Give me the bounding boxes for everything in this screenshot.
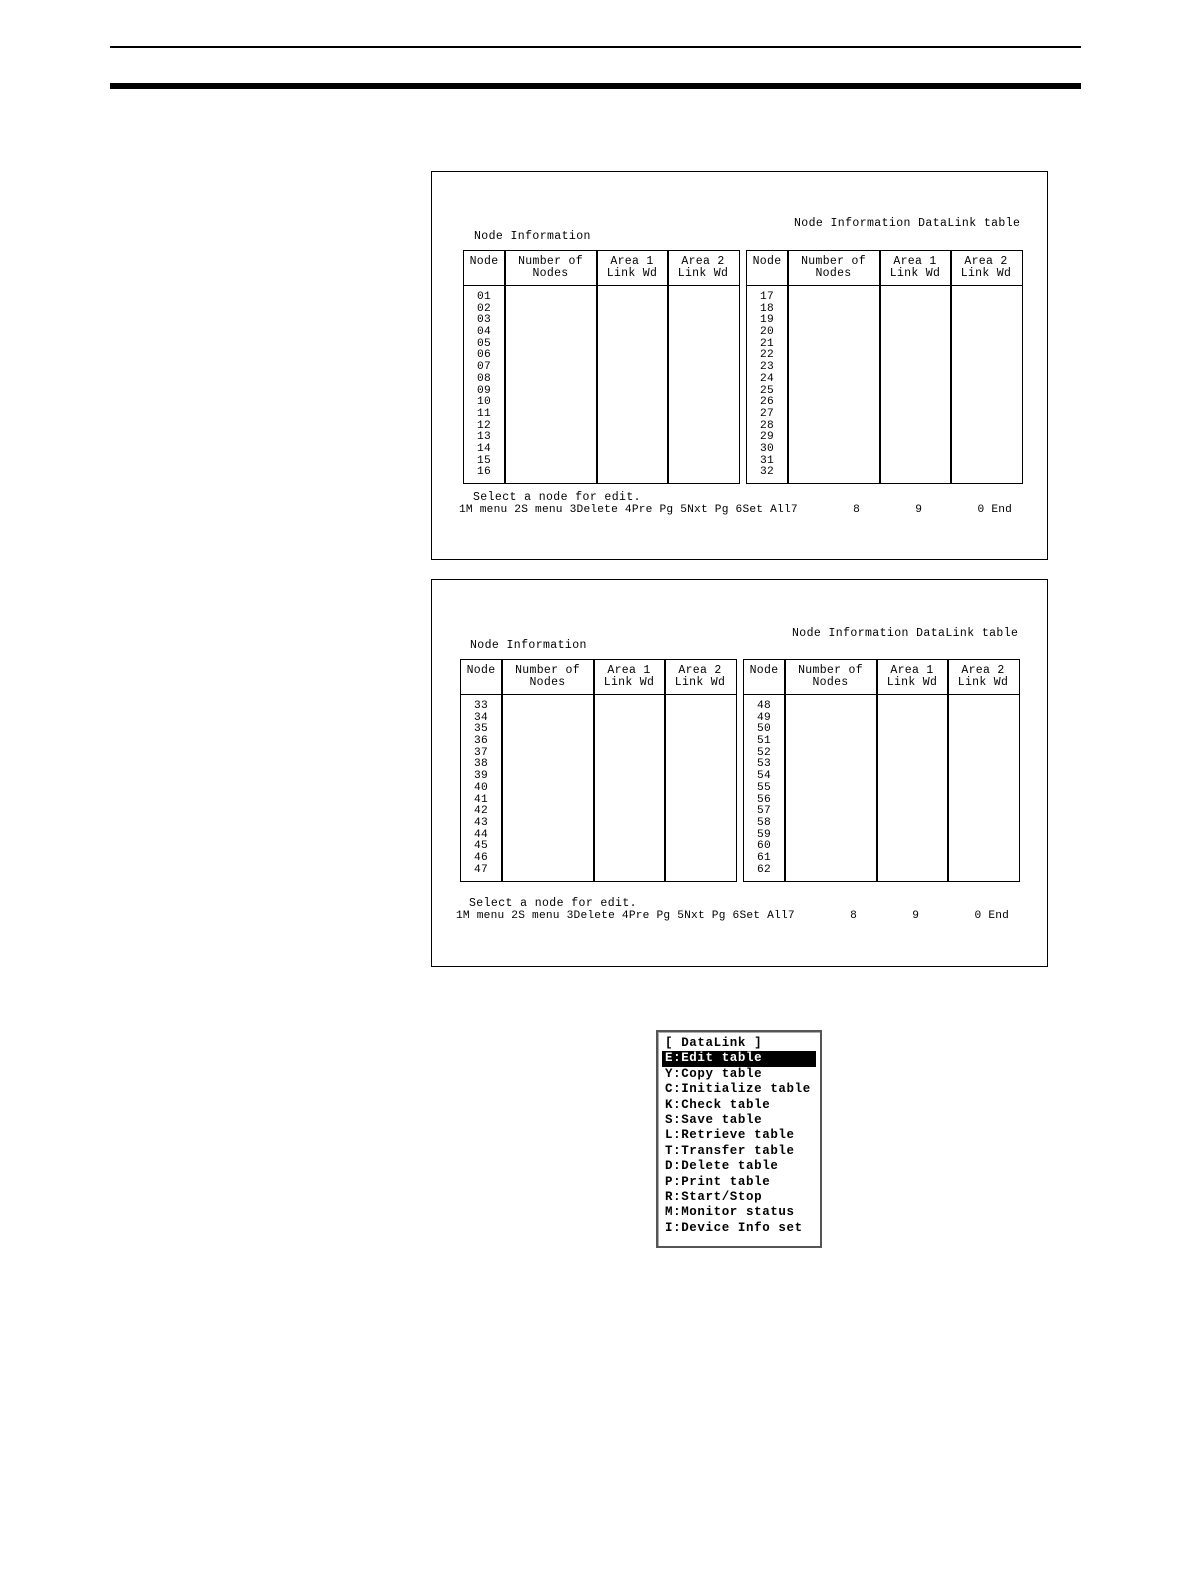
header-node: Node xyxy=(749,664,779,677)
node-row[interactable]: 41 xyxy=(473,793,489,806)
node-row[interactable]: 34 xyxy=(473,711,489,724)
node-row[interactable]: 22 xyxy=(759,349,775,362)
prompt-text: Select a node for edit. xyxy=(469,897,637,910)
menu-item-retrieve-table[interactable]: L:Retrieve table xyxy=(665,1128,795,1143)
node-row[interactable]: 46 xyxy=(473,851,489,864)
node-row[interactable]: 33 xyxy=(473,700,489,712)
node-list xyxy=(461,701,501,876)
node-row[interactable]: 30 xyxy=(759,442,775,455)
header-rule-thick xyxy=(110,83,1081,89)
node-row[interactable]: 03 xyxy=(476,314,492,327)
right-table-title: Node Information DataLink table xyxy=(794,217,1021,230)
node-row[interactable]: 21 xyxy=(759,337,775,350)
prompt-text: Select a node for edit. xyxy=(473,491,641,504)
node-row[interactable]: 54 xyxy=(756,770,772,783)
node-list xyxy=(747,292,787,479)
node-row[interactable]: 31 xyxy=(759,454,775,467)
menu-item-copy-table[interactable]: Y:Copy table xyxy=(665,1066,763,1081)
node-row[interactable]: 06 xyxy=(476,349,492,362)
node-row[interactable]: 20 xyxy=(759,326,775,339)
node-row[interactable]: 23 xyxy=(759,361,775,374)
node-row[interactable]: 24 xyxy=(759,372,775,385)
function-key-bar[interactable]: 1M menu 2S menu 3Delete 4Pre Pg 5Nxt Pg 6Set All7 8 9 0 End xyxy=(456,910,1010,922)
node-row[interactable]: 45 xyxy=(473,840,489,853)
header-node: Node xyxy=(469,255,499,268)
header-area2: Area 2 Link Wd xyxy=(960,255,1012,280)
menu-item-save-table[interactable]: S:Save table xyxy=(665,1113,763,1127)
node-table-left xyxy=(463,250,740,484)
node-list xyxy=(744,701,784,876)
node-row[interactable]: 61 xyxy=(756,851,772,864)
node-row[interactable]: 50 xyxy=(756,723,772,736)
node-row[interactable]: 05 xyxy=(476,337,492,350)
node-row[interactable]: 47 xyxy=(473,863,489,876)
header-node: Node xyxy=(466,664,496,677)
node-table-right xyxy=(746,250,1023,484)
header-node: Node xyxy=(752,255,782,268)
node-row[interactable]: 60 xyxy=(756,840,772,853)
header-area1: Area 1 Link Wd xyxy=(603,664,655,689)
node-table-left xyxy=(460,659,737,882)
node-row[interactable]: 13 xyxy=(476,431,492,444)
node-row[interactable]: 55 xyxy=(756,781,772,794)
node-row[interactable]: 39 xyxy=(473,770,489,783)
node-row[interactable]: 07 xyxy=(476,361,492,374)
header-rule-thin xyxy=(110,46,1081,48)
node-row[interactable]: 26 xyxy=(759,396,775,409)
node-row[interactable]: 49 xyxy=(756,711,772,724)
node-row[interactable]: 10 xyxy=(476,396,492,409)
node-table-right xyxy=(743,659,1020,882)
menu-item-initialize-table[interactable]: C:Initialize table xyxy=(665,1082,811,1097)
header-area1: Area 1 Link Wd xyxy=(606,255,658,280)
node-row[interactable]: 32 xyxy=(759,466,775,479)
menu-item-delete-table[interactable]: D:Delete table xyxy=(665,1159,779,1174)
node-row[interactable]: 53 xyxy=(756,758,772,771)
node-row[interactable]: 59 xyxy=(756,828,772,841)
node-row[interactable]: 58 xyxy=(756,816,772,829)
datalink-screen-page-1 xyxy=(431,171,1048,560)
menu-item-monitor-status[interactable]: M:Monitor status xyxy=(665,1205,795,1220)
function-key-bar[interactable]: 1M menu 2S menu 3Delete 4Pre Pg 5Nxt Pg 6Set All7 8 9 0 End xyxy=(459,504,1013,516)
left-table-title: Node Information xyxy=(470,639,587,652)
datalink-menu xyxy=(656,1030,822,1248)
header-area1: Area 1 Link Wd xyxy=(886,664,938,689)
node-row[interactable]: 38 xyxy=(473,758,489,771)
node-row[interactable]: 56 xyxy=(756,793,772,806)
node-row[interactable]: 08 xyxy=(476,372,492,385)
header-area2: Area 2 Link Wd xyxy=(957,664,1009,689)
menu-item-edit-table[interactable]: E:Edit table xyxy=(662,1051,816,1066)
menu-item-device-info-set[interactable]: I:Device Info set xyxy=(665,1220,803,1235)
node-row[interactable]: 42 xyxy=(473,805,489,818)
node-row[interactable]: 14 xyxy=(476,442,492,455)
node-row[interactable]: 36 xyxy=(473,735,489,748)
node-row[interactable]: 17 xyxy=(759,291,775,303)
node-row[interactable]: 16 xyxy=(476,466,492,479)
node-row[interactable]: 37 xyxy=(473,746,489,759)
menu-item-print-table[interactable]: P:Print table xyxy=(665,1174,771,1189)
node-row[interactable]: 48 xyxy=(756,700,772,712)
node-row[interactable]: 04 xyxy=(476,326,492,339)
node-row[interactable]: 28 xyxy=(759,419,775,432)
node-row[interactable]: 40 xyxy=(473,781,489,794)
node-row[interactable]: 11 xyxy=(476,407,492,420)
datalink-screen-page-2 xyxy=(431,579,1048,967)
node-row[interactable]: 02 xyxy=(476,302,492,315)
node-row[interactable]: 25 xyxy=(759,384,775,397)
node-row[interactable]: 18 xyxy=(759,302,775,315)
menu-item-check-table[interactable]: K:Check table xyxy=(665,1097,771,1112)
header-number-of-nodes: Number of Nodes xyxy=(798,664,863,689)
menu-item-start-stop[interactable]: R:Start/Stop xyxy=(665,1190,763,1204)
node-row[interactable]: 12 xyxy=(476,419,492,432)
left-table-title: Node Information xyxy=(474,230,591,243)
node-row[interactable]: 29 xyxy=(759,431,775,444)
node-row[interactable]: 62 xyxy=(756,863,772,876)
header-area2: Area 2 Link Wd xyxy=(674,664,726,689)
node-row[interactable]: 09 xyxy=(476,384,492,397)
node-list xyxy=(464,292,504,479)
node-row[interactable]: 43 xyxy=(473,816,489,829)
menu-title: [ DataLink ] xyxy=(665,1036,763,1050)
node-row[interactable]: 57 xyxy=(756,805,772,818)
menu-item-transfer-table[interactable]: T:Transfer table xyxy=(665,1143,795,1158)
node-row[interactable]: 52 xyxy=(756,746,772,759)
header-number-of-nodes: Number of Nodes xyxy=(515,664,580,689)
node-row[interactable]: 01 xyxy=(476,291,492,303)
node-row[interactable]: 27 xyxy=(759,407,775,420)
header-area1: Area 1 Link Wd xyxy=(889,255,941,280)
header-area2: Area 2 Link Wd xyxy=(677,255,729,280)
node-row[interactable]: 19 xyxy=(759,314,775,327)
node-row[interactable]: 35 xyxy=(473,723,489,736)
header-number-of-nodes: Number of Nodes xyxy=(518,255,583,280)
header-number-of-nodes: Number of Nodes xyxy=(801,255,866,280)
node-row[interactable]: 51 xyxy=(756,735,772,748)
node-row[interactable]: 44 xyxy=(473,828,489,841)
right-table-title: Node Information DataLink table xyxy=(792,627,1019,640)
node-row[interactable]: 15 xyxy=(476,454,492,467)
